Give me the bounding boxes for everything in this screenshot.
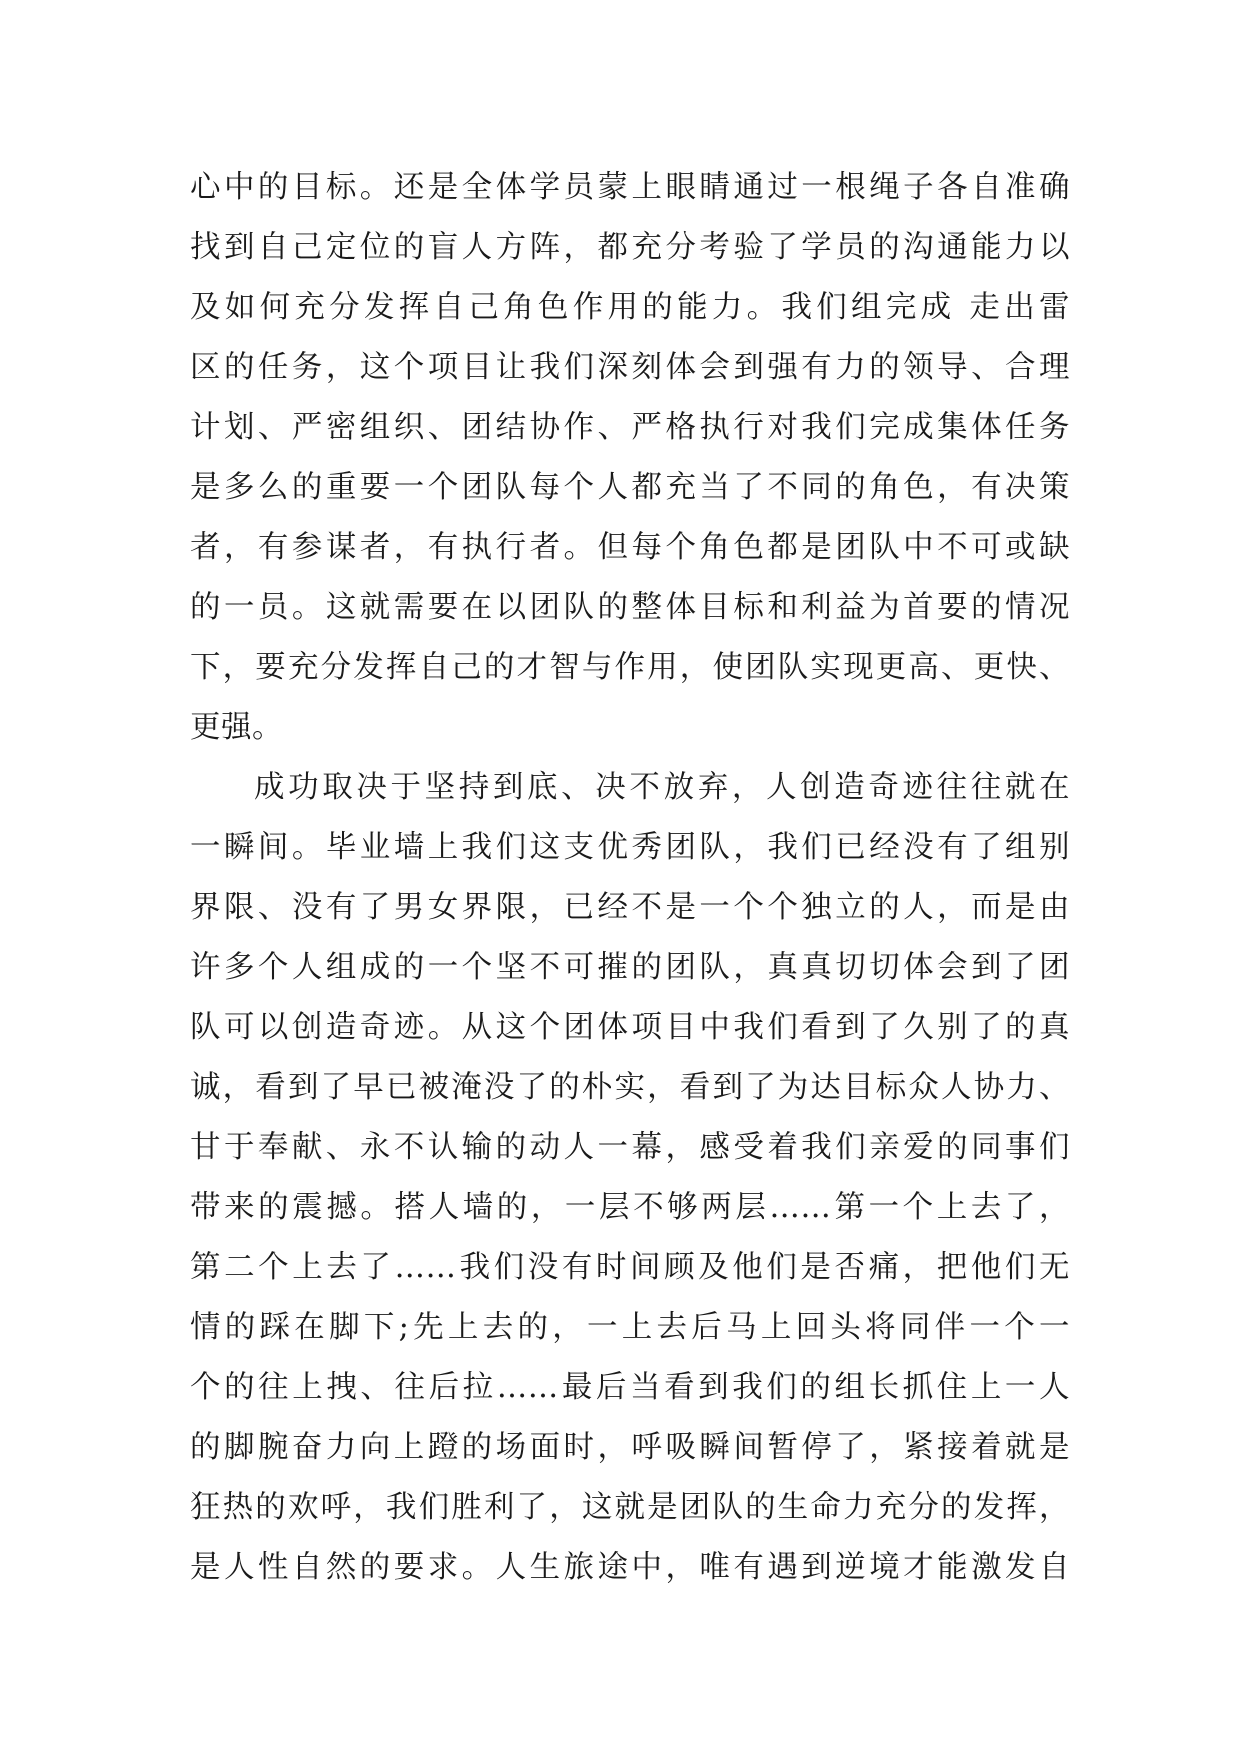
paragraph-2-line-4: 许多个人组成的一个坚不可摧的团队，真真切切体会到了团 [190,950,1070,985]
paragraph-2-line-13: 狂热的欢呼，我们胜利了，这就是团队的生命力充分的发挥， [190,1490,1070,1525]
paragraph-2-line-11: 个的往上拽、往后拉……最后当看到我们的组长抓住上一人 [190,1370,1070,1405]
paragraph-1-line-4: 区的任务，这个项目让我们深刻体会到强有力的领导、合理 [190,350,1070,385]
paragraph-1-line-8: 的一员。这就需要在以团队的整体目标和利益为首要的情况 [190,590,1070,625]
paragraph-2-line-7: 甘于奉献、永不认输的动人一幕，感受着我们亲爱的同事们 [190,1130,1070,1165]
paragraph-2-line-2: 一瞬间。毕业墙上我们这支优秀团队，我们已经没有了组别 [190,830,1070,865]
paragraph-2-line-6: 诚，看到了早已被淹没了的朴实，看到了为达目标众人协力、 [190,1070,1070,1105]
paragraph-1-line-10: 更强。 [190,710,283,745]
paragraph-1-line-2: 找到自己定位的盲人方阵，都充分考验了学员的沟通能力以 [190,230,1070,265]
paragraph-1-line-9: 下，要充分发挥自己的才智与作用，使团队实现更高、更快、 [190,650,1070,685]
paragraph-1-line-7: 者，有参谋者，有执行者。但每个角色都是团队中不可或缺 [190,530,1070,565]
paragraph-2-line-8: 带来的震撼。搭人墙的，一层不够两层……第一个上去了， [190,1190,1070,1225]
paragraph-2-line-10: 情的踩在脚下;先上去的，一上去后马上回头将同伴一个一 [190,1310,1070,1345]
paragraph-2-line-12: 的脚腕奋力向上蹬的场面时，呼吸瞬间暂停了，紧接着就是 [190,1430,1070,1465]
paragraph-1-line-1: 心中的目标。还是全体学员蒙上眼睛通过一根绳子各自准确 [190,170,1070,205]
paragraph-2-line-9: 第二个上去了……我们没有时间顾及他们是否痛，把他们无 [190,1250,1070,1285]
paragraph-1-line-3: 及如何充分发挥自己角色作用的能力。我们组完成 走出雷 [190,290,1070,325]
document-body [190,158,1070,1598]
paragraph-2-line-1: 成功取决于坚持到底、决不放弃，人创造奇迹往往就在 [254,770,1070,805]
paragraph-1-line-6: 是多么的重要一个团队每个人都充当了不同的角色，有决策 [190,470,1070,505]
paragraph-1-line-5: 计划、严密组织、团结协作、严格执行对我们完成集体任务 [190,410,1070,445]
paragraph-2-line-14: 是人性自然的要求。人生旅途中，唯有遇到逆境才能激发自 [190,1550,1070,1585]
paragraph-2-line-3: 界限、没有了男女界限，已经不是一个个独立的人，而是由 [190,890,1070,925]
paragraph-2-line-5: 队可以创造奇迹。从这个团体项目中我们看到了久别了的真 [190,1010,1070,1045]
